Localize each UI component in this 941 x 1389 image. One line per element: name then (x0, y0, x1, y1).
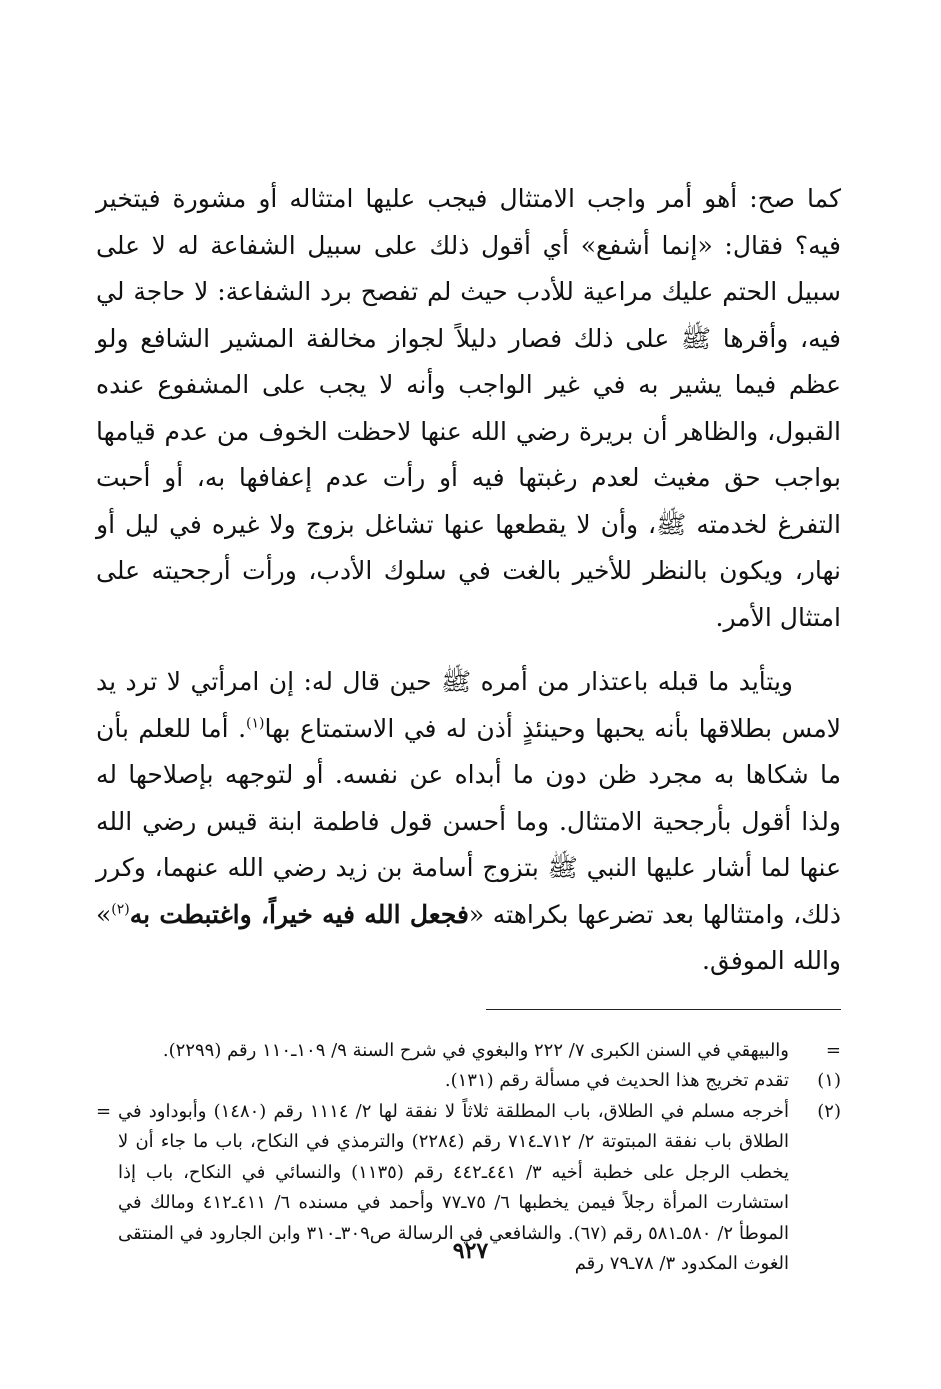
footnote-1 (96, 1066, 841, 1097)
paragraph-2-text-2: . أما للعلم بأن ما شكاها به مجرد ظن دون ما أبداه عن نفسه. أو لتوجهه بإصلاحها له ولذا أقول بأرجحية الامتثال. وما أحسن قول فاطمة ابنة قيس رضي الله عنها لما أشار عليها النبي ﷺ بتزوج أسامة بن زيد رضي الله عنهما، وكرر ذلك، وامتثالها بعد تضرعها بكراهته « (96, 713, 841, 929)
footnote-2-text: أخرجه مسلم في الطلاق، باب المطلقة ثلاثاً لا نفقة لها ٢/ ١١١٤ رقم (١٤٨٠) وأبوداود في الطلاق باب نفقة المبتوتة ٢/ ٧١٢ـ٧١٤ رقم (٢٢٨٤) والترمذي في النكاح، باب ما جاء أن لا يخطب الرجل على خطبة أخيه ٣/ ٤٤١ـ٤٤٢ رقم (١١٣٥) والنسائي في النكاح، باب إذا استشارت المرأة رجلاً فيمن يخطبها ٦/ ٧٥ـ٧٧ وأحمد في مسنده ٦/ ٤١١ـ٤١٢ ومالك في الموطأ ٢/ ٥٨٠ـ٥٨١ رقم (٦٧). والشافعي في الرسالة ص٣٠٩ـ٣١٠ وابن الجارود في المنتقى الغوث المكدود ٣/ ٧٨ـ٧٩ رقم (118, 1100, 789, 1274)
footnote-1-text: تقدم تخريج هذا الحديث في مسألة رقم (١٣١). (444, 1070, 789, 1091)
paragraph-1-text: كما صح: أهو أمر واجب الامتثال فيجب عليها امتثاله أو مشورة فيتخير فيه؟ فقال: «إنما أشفع» أي أقول ذلك على سبيل الشفاعة له لا على سبيل الحتم عليك مراعية للأدب حيث لم تفصح برد الشفاعة: لا حاجة لي فيه، وأقرها ﷺ على ذلك فصار دليلاً لجواز مخالفة المشير الشافع ولو عظم فيما يشير به في غير الواجب وأنه لا يجب على المشفوع عنده القبول، والظاهر أن بريرة رضي الله عنها لاحظت الخوف من عدم قيامها بواجب حق مغيث لعدم رغبتها فيه أو رأت عدم إعفافها به، أو أحبت التفرغ لخدمته ﷺ، وأن لا يقطعها عنها تشاغل بزوج ولا غيره في ليل أو نهار، ويكون بالنظر للأخير بالغت في سلوك الأدب، ورأت أرجحيته على امتثال الأمر. (96, 184, 841, 632)
footnote-reference-1[interactable]: (١) (246, 715, 265, 732)
footnote-reference-2[interactable]: (٢) (111, 901, 130, 918)
footnote-1-marker: (١) (817, 1070, 841, 1091)
bold-quotation: فجعل الله فيه خيراً، واغتبطت به (129, 899, 469, 929)
footnote-2-continues-marker: = (96, 1100, 112, 1122)
footnote-2-marker: (٢) (817, 1100, 841, 1122)
paragraph-2-text-3: » والله الموفق. (96, 899, 841, 975)
body-paragraph-2 (96, 659, 841, 985)
paragraph-2-text-1: ويتأيد ما قبله باعتذار من أمره ﷺ حين قال له: إن امرأتي لا ترد يد لامس بطلاقها بأنه يحبها وحينئذٍ أذن له في الاستمتاع بها (96, 667, 842, 743)
continuation-marker: = (825, 1039, 841, 1061)
body-paragraph-1 (96, 176, 841, 641)
page-content (96, 176, 841, 1280)
page-number: ٩٢٧ (452, 1238, 489, 1264)
footnote-separator (486, 1009, 841, 1010)
continuation-text: والبيهقي في السنن الكبرى ٧/ ٢٢٢ والبغوي في شرح السنة ٩/ ١٠٩ـ١١٠ رقم (٢٢٩٩). (162, 1039, 789, 1061)
footnote-continuation (96, 1036, 841, 1067)
